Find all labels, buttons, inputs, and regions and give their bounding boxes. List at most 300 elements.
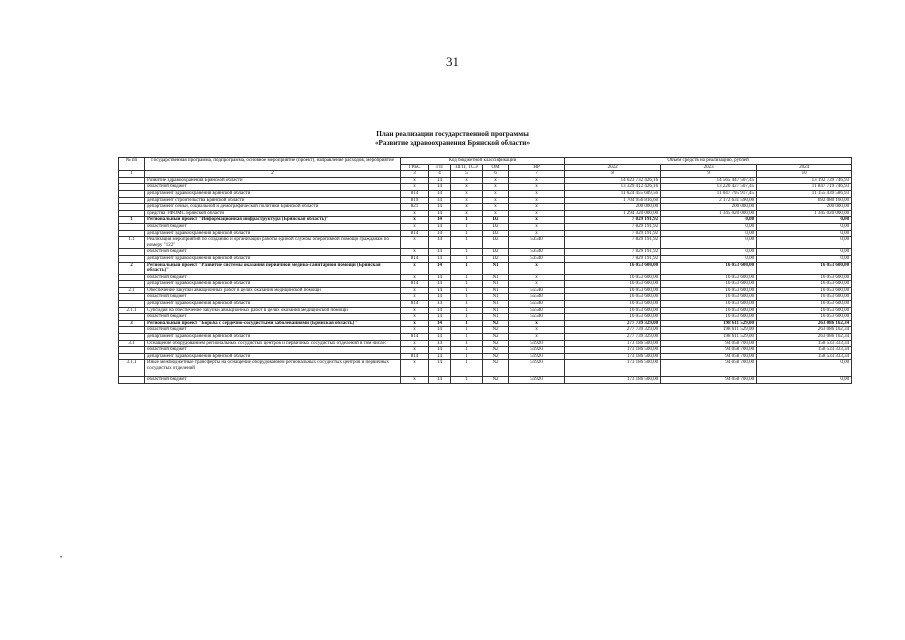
table-cell-pgp: 1	[451, 255, 483, 262]
table-header	[119, 158, 852, 178]
table-row	[119, 287, 852, 294]
table-cell-nr: x	[509, 230, 565, 237]
table-cell-y3: 11 847 719 746,93	[757, 184, 852, 191]
table-cell-gp: 14	[429, 314, 451, 321]
header-year-2024: 2024	[757, 164, 852, 171]
table-cell-name: департамент семьи, социальной и демографической политики Брянской области	[145, 204, 401, 211]
table-cell-pgp: x	[451, 177, 483, 184]
table-cell-nr: 51920	[509, 377, 565, 384]
table-cell-name: департамент здравоохранения Брянской области	[145, 353, 401, 360]
table-cell-name: средства ТФОМС Брянской области	[145, 210, 401, 217]
table-cell-y1: 173 186 500,00	[565, 347, 661, 354]
table-cell-name: Реализация мероприятий по созданию и организации работы единой службы оперативной помощи гражданам по номеру "122"	[145, 237, 401, 249]
table-cell-nr: x	[509, 217, 565, 224]
table-cell-grbs: 814	[401, 255, 429, 262]
table-cell-num	[119, 255, 145, 262]
table-cell-y3: 1 345 020 000,00	[757, 210, 852, 217]
table-cell-nr: 53540	[509, 255, 565, 262]
table-cell-y1: 16 053 600,00	[565, 307, 661, 314]
table-row	[119, 327, 852, 334]
table-cell-y3: 0,00	[757, 237, 852, 249]
table-cell-nr: x	[509, 334, 565, 341]
table-cell-nr: x	[509, 177, 565, 184]
table-cell-y1: 277 739 329,00	[565, 334, 661, 341]
table-cell-pgp: x	[451, 184, 483, 191]
table-cell-pgp: 1	[451, 274, 483, 281]
table-cell-y1: 11 624 455 609,56	[565, 190, 661, 197]
table-row	[119, 334, 852, 341]
table-cell-pgp: 1	[451, 230, 483, 237]
table-cell-num	[119, 301, 145, 308]
table-cell-y2: 0,00	[661, 237, 757, 249]
table-cell-nr: x	[509, 327, 565, 334]
table-cell-y2: 13 220 427 507,45	[661, 184, 757, 191]
table-cell-pgp: 1	[451, 294, 483, 301]
table-cell-num	[119, 184, 145, 191]
table-cell-gp: 14	[429, 204, 451, 211]
page-number: 31	[446, 54, 459, 69]
table-cell-nr: 55540	[509, 294, 565, 301]
table-cell-y1: 7 829 191,92	[565, 237, 661, 249]
table-cell-gp: 14	[429, 223, 451, 230]
table-cell-pgp: 1	[451, 249, 483, 256]
table-row	[119, 190, 852, 197]
table-cell-gp: 14	[429, 230, 451, 237]
table-cell-num: 2	[119, 262, 145, 274]
table-cell-grbs: x	[401, 262, 429, 274]
table-cell-y2: 200 000,00	[661, 204, 757, 211]
table-cell-gp: 14	[429, 249, 451, 256]
index-cell: 7	[509, 171, 565, 178]
table-cell-name: департамент здравоохранения Брянской области	[145, 230, 401, 237]
table-row	[119, 377, 852, 384]
table-cell-y2: 198 611 529,00	[661, 327, 757, 334]
table-cell-y3: 16 053 600,00	[757, 274, 852, 281]
table-cell-num	[119, 230, 145, 237]
table-cell-y1: 14 623 732 426,16	[565, 177, 661, 184]
table-cell-om: N2	[483, 360, 509, 377]
table-cell-om: N2	[483, 353, 509, 360]
table-cell-gp: 14	[429, 307, 451, 314]
table-cell-name: департамент здравоохранения Брянской области	[145, 190, 401, 197]
table-cell-y1: 16 053 600,00	[565, 262, 661, 274]
table-cell-y1: 200 000,00	[565, 204, 661, 211]
table-cell-nr: x	[509, 204, 565, 211]
table-cell-y2: 1 345 020 000,00	[661, 210, 757, 217]
table-cell-y1: 1 704 956 816,60	[565, 197, 661, 204]
table-cell-gp: 14	[429, 320, 451, 327]
table-cell-gp: 14	[429, 217, 451, 224]
table-cell-y2: 94 058 700,00	[661, 340, 757, 347]
table-cell-gp: 14	[429, 237, 451, 249]
table-cell-pgp: 1	[451, 314, 483, 321]
table-cell-nr: 55540	[509, 287, 565, 294]
table-row	[119, 223, 852, 230]
table-cell-om: N1	[483, 281, 509, 288]
table-row	[119, 301, 852, 308]
table-cell-grbs: 821	[401, 204, 429, 211]
table-cell-y2: 94 058 700,00	[661, 347, 757, 354]
table-body	[119, 177, 852, 383]
table-row	[119, 353, 852, 360]
table-cell-name: Оснащение оборудованием региональных сосудистых центров и первичных сосудистых отделений в том числе:	[145, 340, 401, 347]
index-cell: 5	[451, 171, 483, 178]
table-cell-pgp: 1	[451, 327, 483, 334]
table-cell-num: 2.1.1	[119, 307, 145, 314]
table-cell-num: 1	[119, 217, 145, 224]
table-cell-y3: 11 155 439 586,93	[757, 190, 852, 197]
table-cell-y2: 16 053 600,00	[661, 287, 757, 294]
table-cell-y3: 158 533 333,34	[757, 347, 852, 354]
table-cell-y2: 16 053 600,00	[661, 307, 757, 314]
table-cell-y1: 16 053 600,00	[565, 281, 661, 288]
table-cell-num: 2.1	[119, 287, 145, 294]
table-cell-om: x	[483, 190, 509, 197]
table-cell-y3: 0,00	[757, 377, 852, 384]
table-cell-num	[119, 327, 145, 334]
index-row	[119, 171, 852, 178]
table-cell-y3: 16 053 600,00	[757, 281, 852, 288]
table-cell-y1: 277 739 329,00	[565, 320, 661, 327]
table-cell-name: департамент строительства Брянской области	[145, 197, 401, 204]
header-year-2022: 2022	[565, 164, 661, 171]
table-cell-name: департамент здравоохранения Брянской области	[145, 255, 401, 262]
header-name: Государственная программа, подпрограмма, основное мероприятие (проект), направление расходов, мероприятие	[145, 158, 401, 171]
table-cell-pgp: 1	[451, 281, 483, 288]
table-cell-nr: 53540	[509, 249, 565, 256]
table-cell-y1: 173 186 500,00	[565, 360, 661, 377]
table-cell-y2: 16 053 600,00	[661, 301, 757, 308]
table-cell-y2: 0,00	[661, 230, 757, 237]
table-cell-nr: 51920	[509, 347, 565, 354]
table-cell-y1: 16 053 600,00	[565, 294, 661, 301]
table-cell-gp: 14	[429, 197, 451, 204]
table-row	[119, 184, 852, 191]
table-cell-om: D2	[483, 237, 509, 249]
table-cell-y2: 198 611 529,00	[661, 320, 757, 327]
table-cell-gp: 14	[429, 210, 451, 217]
table-cell-pgp: 1	[451, 353, 483, 360]
table-cell-name: областной бюджет	[145, 327, 401, 334]
table-cell-om: N2	[483, 347, 509, 354]
table-cell-num: 3.1.1	[119, 360, 145, 377]
table-row	[119, 347, 852, 354]
table-cell-y2: 94 058 700,00	[661, 360, 757, 377]
table-cell-num	[119, 190, 145, 197]
table-cell-name: областной бюджет	[145, 294, 401, 301]
table-cell-gp: 14	[429, 255, 451, 262]
table-cell-name: областной бюджет	[145, 274, 401, 281]
table-cell-num	[119, 177, 145, 184]
table-cell-gp: 14	[429, 377, 451, 384]
table-cell-pgp: x	[451, 197, 483, 204]
table-cell-gp: 14	[429, 287, 451, 294]
scan-mark: •	[60, 555, 63, 561]
table-cell-om: N1	[483, 274, 509, 281]
table-cell-nr: 55540	[509, 307, 565, 314]
table-cell-grbs: x	[401, 184, 429, 191]
table-cell-num	[119, 347, 145, 354]
table-cell-num	[119, 294, 145, 301]
table-cell-num	[119, 249, 145, 256]
table-cell-y3: 0,00	[757, 223, 852, 230]
table-cell-grbs: x	[401, 340, 429, 347]
header-code-group: Код бюджетной классификации	[401, 158, 565, 165]
document-title	[0, 130, 905, 148]
table-cell-grbs: x	[401, 223, 429, 230]
index-cell: 10	[757, 171, 852, 178]
table-cell-nr: x	[509, 320, 565, 327]
table-cell-num	[119, 223, 145, 230]
table-cell-pgp: 1	[451, 301, 483, 308]
table-cell-gp: 14	[429, 184, 451, 191]
title-line-2: «Развитие здравоохранения Брянской области»	[374, 139, 531, 147]
table-cell-name: областной бюджет	[145, 184, 401, 191]
table-row	[119, 237, 852, 249]
table-row	[119, 204, 852, 211]
table-cell-nr: x	[509, 274, 565, 281]
table-cell-y3: 16 053 600,00	[757, 294, 852, 301]
table-cell-num: 3.1	[119, 340, 145, 347]
table-cell-name: Обеспечение закупки авиационных работ в целях оказания медицинской помощи	[145, 287, 401, 294]
table-cell-om: N2	[483, 320, 509, 327]
title-line-1: План реализации государственной программы	[376, 130, 529, 138]
table-cell-y1: 7 829 191,92	[565, 230, 661, 237]
table-row	[119, 262, 852, 274]
table-cell-y1: 173 186 500,00	[565, 377, 661, 384]
table-cell-num	[119, 204, 145, 211]
index-cell: 6	[483, 171, 509, 178]
index-cell: 8	[565, 171, 661, 178]
index-cell: 1	[119, 171, 145, 178]
header-volume-group: Объем средств на реализацию, рублей	[565, 158, 852, 165]
table-cell-nr: x	[509, 210, 565, 217]
table-cell-om: N1	[483, 307, 509, 314]
table-cell-om: N1	[483, 294, 509, 301]
table-row	[119, 307, 852, 314]
table-row	[119, 314, 852, 321]
table-cell-name: областной бюджет	[145, 377, 401, 384]
table-cell-grbs: 814	[401, 334, 429, 341]
table-cell-pgp: 1	[451, 217, 483, 224]
table-cell-pgp: 1	[451, 237, 483, 249]
table-cell-name: департамент здравоохранения Брянской области	[145, 334, 401, 341]
table-cell-grbs: x	[401, 287, 429, 294]
table-cell-nr: x	[509, 197, 565, 204]
table-row	[119, 340, 852, 347]
table-cell-y3: 0,00	[757, 217, 852, 224]
table-cell-pgp: 1	[451, 223, 483, 230]
table-cell-pgp: 1	[451, 340, 483, 347]
table-cell-grbs: x	[401, 249, 429, 256]
table-cell-grbs: x	[401, 377, 429, 384]
table-cell-pgp: 1	[451, 360, 483, 377]
table-cell-y1: 173 186 500,00	[565, 353, 661, 360]
table-cell-y1: 16 053 600,00	[565, 274, 661, 281]
table-cell-grbs: x	[401, 320, 429, 327]
table-cell-num	[119, 334, 145, 341]
table-cell-num: 3	[119, 320, 145, 327]
table-cell-gp: 14	[429, 177, 451, 184]
table-cell-om: N1	[483, 262, 509, 274]
table-cell-y2: 2 172 631 590,00	[661, 197, 757, 204]
table-row	[119, 274, 852, 281]
header-grbs: ГРБС	[401, 164, 429, 171]
table-cell-y3: 0,00	[757, 249, 852, 256]
table-cell-y2: 0,00	[661, 255, 757, 262]
table-cell-y3: 0,00	[757, 230, 852, 237]
table-cell-om: N2	[483, 377, 509, 384]
table-cell-y1: 16 053 600,00	[565, 314, 661, 321]
table-cell-om: x	[483, 197, 509, 204]
table-cell-grbs: x	[401, 307, 429, 314]
table-cell-pgp: 1	[451, 287, 483, 294]
table-cell-gp: 14	[429, 281, 451, 288]
table-cell-om: x	[483, 204, 509, 211]
table-cell-name: областной бюджет	[145, 314, 401, 321]
table-cell-name: Субсидия на обеспечение закупки авиационных работ в целях оказания медицинской помощи	[145, 307, 401, 314]
table-cell-y2: 198 611 529,00	[661, 334, 757, 341]
table-cell-om: N2	[483, 340, 509, 347]
table-cell-om: D2	[483, 255, 509, 262]
table-cell-num	[119, 197, 145, 204]
table-cell-y3: 692 080 160,00	[757, 197, 852, 204]
table-cell-pgp: 1	[451, 347, 483, 354]
table-cell-om: D2	[483, 249, 509, 256]
table-cell-om: D2	[483, 223, 509, 230]
table-cell-name: Региональный проект "Борьба с сердечно-сосудистыми заболеваниями (Брянская область)"	[145, 320, 401, 327]
table-row	[119, 197, 852, 204]
table-cell-y3: 200 000,00	[757, 204, 852, 211]
table-cell-om: D2	[483, 230, 509, 237]
table-cell-name: Региональный проект "Развитие системы оказания первичной медико-санитарной помощи (Брянская область)"	[145, 262, 401, 274]
table-cell-y2: 16 053 600,00	[661, 294, 757, 301]
table-cell-num: 1.1	[119, 237, 145, 249]
table-cell-name: департамент здравоохранения Брянской области	[145, 281, 401, 288]
table-cell-om: x	[483, 177, 509, 184]
table-cell-grbs: x	[401, 177, 429, 184]
table-cell-gp: 14	[429, 262, 451, 274]
table-cell-y3: 0,00	[757, 255, 852, 262]
table-cell-y2: 16 053 600,00	[661, 262, 757, 274]
table-cell-gp: 14	[429, 340, 451, 347]
table-cell-nr: 51920	[509, 340, 565, 347]
table-cell-y1: 277 739 329,00	[565, 327, 661, 334]
table-cell-num	[119, 281, 145, 288]
table-cell-y1: 7 829 191,92	[565, 255, 661, 262]
table-cell-grbs: 814	[401, 301, 429, 308]
table-cell-y1: 16 053 600,00	[565, 301, 661, 308]
table-cell-gp: 14	[429, 190, 451, 197]
table-cell-grbs: 819	[401, 197, 429, 204]
table-cell-om: x	[483, 184, 509, 191]
table-cell-name: Региональный проект "Информационная инфраструктура (Брянская область)"	[145, 217, 401, 224]
header-nr: НР	[509, 164, 565, 171]
table-cell-nr: 51920	[509, 360, 565, 377]
table-row	[119, 281, 852, 288]
table-cell-nr: x	[509, 190, 565, 197]
table-cell-om: N1	[483, 287, 509, 294]
table-cell-nr: x	[509, 223, 565, 230]
table-cell-grbs: x	[401, 360, 429, 377]
table-cell-y3: 263 086 162,34	[757, 334, 852, 341]
table-cell-nr: 53540	[509, 237, 565, 249]
table-row	[119, 217, 852, 224]
header-pgp: ПГП, ТСЭ	[451, 164, 483, 171]
table-cell-nr: x	[509, 281, 565, 288]
table-cell-num	[119, 210, 145, 217]
table-cell-name: областной бюджет	[145, 347, 401, 354]
header-gp: ГП	[429, 164, 451, 171]
table-cell-num	[119, 314, 145, 321]
table-cell-nr: x	[509, 184, 565, 191]
table-cell-gp: 14	[429, 347, 451, 354]
table-cell-om: N1	[483, 301, 509, 308]
table-cell-nr: 55540	[509, 301, 565, 308]
table-cell-grbs: x	[401, 210, 429, 217]
table-cell-name: Иные межбюджетные трансферты на оснащение оборудованием региональных сосудистых центров и первичных сосудистых отделений	[145, 360, 401, 377]
table-cell-y2: 16 053 600,00	[661, 281, 757, 288]
table-cell-num	[119, 274, 145, 281]
table-row	[119, 210, 852, 217]
table-cell-grbs: 814	[401, 190, 429, 197]
table-cell-y1: 16 053 600,00	[565, 287, 661, 294]
table-cell-y2: 14 565 447 507,45	[661, 177, 757, 184]
table-cell-grbs: x	[401, 347, 429, 354]
budget-plan-table	[118, 157, 852, 384]
table-cell-y1: 173 186 500,00	[565, 340, 661, 347]
table-cell-grbs: x	[401, 274, 429, 281]
table-cell-pgp: x	[451, 210, 483, 217]
table-row	[119, 249, 852, 256]
index-cell: 4	[429, 171, 451, 178]
header-num: № пп	[119, 158, 145, 171]
table-cell-y2: 0,00	[661, 217, 757, 224]
table-cell-y1: 7 829 191,92	[565, 223, 661, 230]
table-cell-y3: 13 192 739 746,93	[757, 177, 852, 184]
table-cell-nr: 51920	[509, 353, 565, 360]
table-cell-y2: 11 047 795 917,45	[661, 190, 757, 197]
header-om: ОМ	[483, 164, 509, 171]
table-cell-om: D2	[483, 217, 509, 224]
table-cell-y3: 158 533 333,34	[757, 340, 852, 347]
table-cell-grbs: 814	[401, 230, 429, 237]
table-cell-grbs: x	[401, 327, 429, 334]
table-cell-y1: 7 829 191,92	[565, 217, 661, 224]
table-cell-om: x	[483, 210, 509, 217]
table-cell-om: N1	[483, 314, 509, 321]
table-cell-name: Развитие здравоохранения Брянской области	[145, 177, 401, 184]
table-row	[119, 360, 852, 377]
table-cell-y2: 94 058 700,00	[661, 353, 757, 360]
table-cell-pgp: x	[451, 204, 483, 211]
table-cell-grbs: x	[401, 294, 429, 301]
table-cell-nr: x	[509, 262, 565, 274]
table-cell-gp: 14	[429, 360, 451, 377]
table-cell-nr: 55540	[509, 314, 565, 321]
table-cell-grbs: 814	[401, 353, 429, 360]
table-cell-y2: 16 053 600,00	[661, 314, 757, 321]
table-cell-y3: 263 086 162,34	[757, 320, 852, 327]
table-cell-num	[119, 353, 145, 360]
table-cell-y2: 94 058 700,00	[661, 377, 757, 384]
index-cell: 9	[661, 171, 757, 178]
table-cell-gp: 14	[429, 294, 451, 301]
table-cell-name: областной бюджет	[145, 223, 401, 230]
table-cell-y3: 16 053 600,00	[757, 262, 852, 274]
table-cell-num	[119, 377, 145, 384]
table-cell-y2: 0,00	[661, 223, 757, 230]
